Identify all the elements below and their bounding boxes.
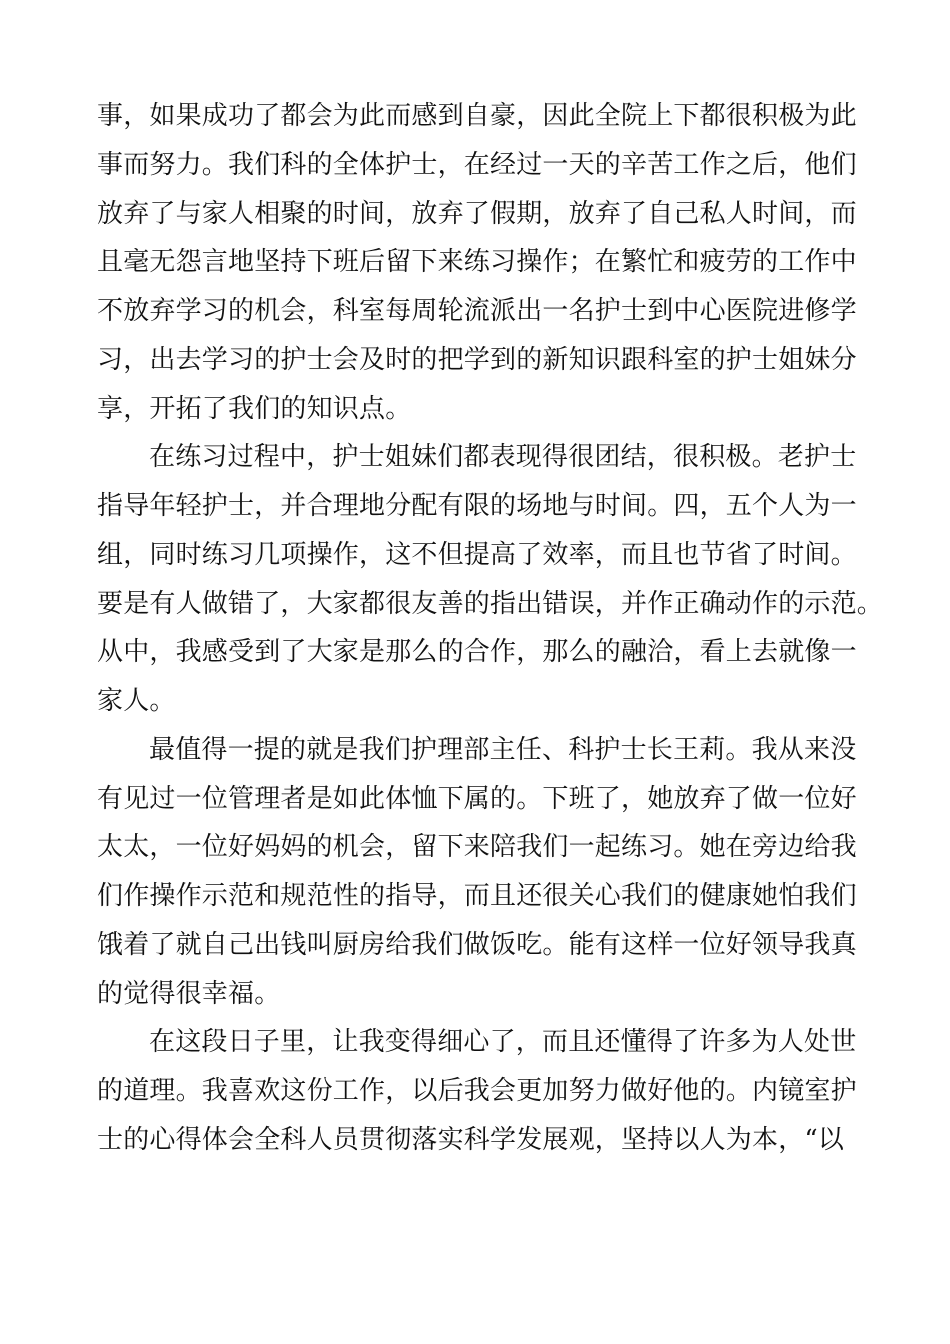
text-line: 放弃了与家人相聚的时间，放弃了假期，放弃了自己私人时间，而: [97, 198, 857, 229]
paragraph-first-line: 最值得一提的就是我们护理部主任、科护士长王莉。我从来没: [149, 734, 857, 765]
text-line: 太太，一位好妈妈的机会，留下来陪我们一起练习。她在旁边给我: [97, 832, 857, 863]
document-body: [97, 92, 884, 1165]
text-line: 从中，我感受到了大家是那么的合作，那么的融洽，看上去就像一: [97, 637, 857, 668]
text-line: 事而努力。我们科的全体护士，在经过一天的辛苦工作之后，他们: [97, 149, 857, 180]
paragraph-first-line: 在这段日子里，让我变得细心了，而且还懂得了许多为人处世: [149, 1027, 857, 1058]
text-line: 们作操作示范和规范性的指导，而且还很关心我们的健康她怕我们: [97, 881, 857, 911]
text-line: 的觉得很幸福。: [97, 978, 281, 1009]
text-line: 且毫无怨言地坚持下班后留下来练习操作；在繁忙和疲劳的工作中: [97, 247, 857, 278]
text-line: 要是有人做错了，大家都很友善的指出错误，并作正确动作的示范。: [97, 588, 884, 619]
text-line: 有见过一位管理者是如此体恤下属的。下班了，她放弃了做一位好: [97, 783, 857, 814]
text-line: 饿着了就自己出钱叫厨房给我们做饭吃。能有这样一位好领导我真: [97, 929, 857, 960]
text-line: 的道理。我喜欢这份工作，以后我会更加努力做好他的。内镜室护: [97, 1076, 857, 1106]
text-line: 习，出去学习的护士会及时的把学到的新知识跟科室的护士姐妹分: [97, 344, 857, 375]
paragraph-first-line: 在练习过程中，护士姐妹们都表现得很团结，很积极。老护士: [149, 442, 857, 473]
text-line: 享，开拓了我们的知识点。: [97, 393, 412, 424]
text-line: 士的心得体会全科人员贯彻落实科学发展观，坚持以人为本，“以: [97, 1124, 845, 1155]
text-line: 不放弃学习的机会，科室每周轮流派出一名护士到中心医院进修学: [97, 296, 857, 326]
text-line: 家人。: [97, 686, 176, 716]
text-line: 指导年轻护士，并合理地分配有限的场地与时间。四，五个人为一: [97, 491, 857, 521]
text-line: 组，同时练习几项操作，这不但提高了效率，而且也节省了时间。: [97, 539, 857, 570]
text-line: 事，如果成功了都会为此而感到自豪，因此全院上下都很积极为此: [97, 101, 857, 131]
